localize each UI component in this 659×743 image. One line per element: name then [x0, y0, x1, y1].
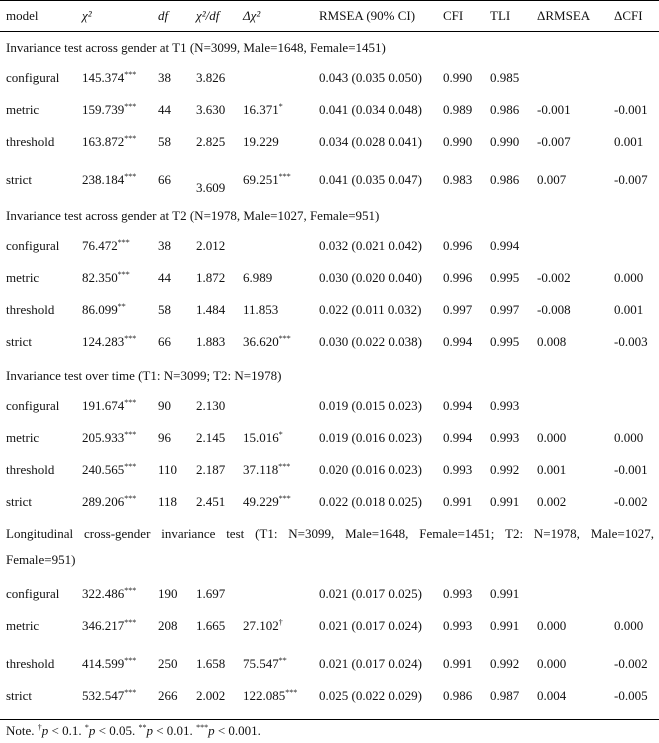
cell-df: 44: [158, 102, 171, 117]
cell-delta-chi2: 15.016*: [243, 430, 283, 445]
significance-marker: †: [278, 618, 283, 627]
cell-chi2-df: 1.883: [196, 334, 226, 349]
significance-marker: ***: [124, 430, 137, 439]
cell-model: configural: [6, 586, 60, 601]
header-rmsea: RMSEA (90% CI): [319, 8, 416, 23]
cell-chi2: 322.486***: [82, 586, 137, 601]
significance-marker: ***: [124, 102, 137, 111]
cell-chi2-df: 3.630: [196, 102, 226, 117]
cell-delta-cfi: -0.005: [614, 688, 648, 703]
cell-cfi: 0.993: [443, 618, 473, 633]
significance-marker: ***: [124, 172, 137, 181]
header-chi2: χ²: [82, 8, 92, 23]
cell-tli: 0.987: [490, 688, 520, 703]
cell-model: strict: [6, 494, 32, 509]
section-title: Invariance test over time (T1: N=3099; T2: N=1978): [6, 368, 282, 383]
significance-marker: **: [117, 302, 126, 311]
cell-tli: 0.990: [490, 134, 520, 149]
cell-df: 118: [158, 494, 178, 509]
note-symbol: *: [84, 723, 89, 732]
note-symbol: ***: [196, 723, 209, 732]
cell-delta-rmsea: 0.000: [537, 618, 567, 633]
significance-marker: ***: [278, 494, 291, 503]
significance-marker: ***: [124, 688, 137, 697]
cell-chi2: 240.565***: [82, 462, 137, 477]
cell-model: configural: [6, 238, 60, 253]
cell-chi2: 289.206***: [82, 494, 137, 509]
cell-chi2: 76.472***: [82, 238, 130, 253]
significance-marker: ***: [124, 398, 137, 407]
cell-rmsea: 0.043 (0.035 0.050): [319, 70, 422, 85]
significance-marker: ***: [278, 462, 291, 471]
cell-df: 266: [158, 688, 178, 703]
cell-chi2-df: 3.826: [196, 70, 226, 85]
note-symbol: †: [37, 723, 42, 732]
cell-tli: 0.986: [490, 102, 520, 117]
cell-rmsea: 0.041 (0.034 0.048): [319, 102, 422, 117]
cell-chi2-df: 3.609: [196, 180, 226, 195]
cell-cfi: 0.993: [443, 586, 473, 601]
note-text: p < 0.001.: [208, 723, 261, 738]
cell-tli: 0.991: [490, 586, 520, 601]
cell-model: strict: [6, 688, 32, 703]
cell-delta-chi2: 75.547**: [243, 656, 287, 671]
cell-chi2-df: 2.012: [196, 238, 226, 253]
cell-rmsea: 0.019 (0.016 0.023): [319, 430, 422, 445]
cell-cfi: 0.990: [443, 70, 473, 85]
cell-delta-chi2: 49.229***: [243, 494, 291, 509]
cell-df: 90: [158, 398, 171, 413]
cell-cfi: 0.996: [443, 238, 473, 253]
cell-chi2: 346.217***: [82, 618, 137, 633]
top-rule: [0, 0, 659, 1]
cell-model: threshold: [6, 134, 55, 149]
cell-model: strict: [6, 172, 32, 187]
cell-delta-chi2: 27.102†: [243, 618, 283, 633]
cell-delta-cfi: 0.000: [614, 270, 644, 285]
header-model: model: [6, 8, 39, 23]
cell-rmsea: 0.032 (0.021 0.042): [319, 238, 422, 253]
significance-marker: ***: [285, 688, 298, 697]
note-text: p < 0.1.: [41, 723, 82, 738]
cell-delta-cfi: -0.001: [614, 462, 648, 477]
cell-df: 96: [158, 430, 171, 445]
cell-delta-rmsea: 0.007: [537, 172, 567, 187]
cell-cfi: 0.991: [443, 656, 473, 671]
cell-chi2-df: 2.187: [196, 462, 226, 477]
cell-model: threshold: [6, 656, 55, 671]
cell-tli: 0.991: [490, 494, 520, 509]
cell-cfi: 0.986: [443, 688, 473, 703]
cell-chi2: 86.099**: [82, 302, 126, 317]
cell-cfi: 0.990: [443, 134, 473, 149]
cell-df: 66: [158, 172, 171, 187]
cell-delta-cfi: -0.001: [614, 102, 648, 117]
cell-delta-chi2: 37.118***: [243, 462, 291, 477]
cell-delta-chi2: 122.085***: [243, 688, 298, 703]
significance-marker: *: [278, 430, 283, 439]
cell-delta-rmsea: -0.001: [537, 102, 571, 117]
cell-tli: 0.994: [490, 238, 520, 253]
cell-delta-chi2: 36.620***: [243, 334, 291, 349]
cell-rmsea: 0.030 (0.020 0.040): [319, 270, 422, 285]
significance-marker: **: [278, 656, 287, 665]
significance-marker: ***: [124, 586, 137, 595]
cell-chi2: 159.739***: [82, 102, 137, 117]
cell-cfi: 0.994: [443, 398, 473, 413]
header-rule: [0, 31, 659, 32]
header-cfi: CFI: [443, 8, 464, 23]
cell-rmsea: 0.021 (0.017 0.024): [319, 656, 422, 671]
cell-rmsea: 0.034 (0.028 0.041): [319, 134, 422, 149]
cell-delta-chi2: 6.989: [243, 270, 273, 285]
cell-delta-cfi: 0.001: [614, 134, 644, 149]
cell-tli: 0.993: [490, 398, 520, 413]
cell-delta-chi2: 19.229: [243, 134, 279, 149]
cell-cfi: 0.996: [443, 270, 473, 285]
significance-marker: ***: [124, 134, 137, 143]
cell-chi2-df: 2.145: [196, 430, 226, 445]
note-lead: Note.: [6, 723, 35, 738]
cell-rmsea: 0.020 (0.016 0.023): [319, 462, 422, 477]
cell-model: configural: [6, 398, 60, 413]
cell-rmsea: 0.021 (0.017 0.025): [319, 586, 422, 601]
cell-cfi: 0.994: [443, 334, 473, 349]
cell-chi2-df: 1.658: [196, 656, 226, 671]
cell-delta-chi2: 16.371*: [243, 102, 283, 117]
cell-df: 38: [158, 238, 171, 253]
significance-marker: ***: [117, 238, 130, 247]
note-text: p < 0.05.: [88, 723, 136, 738]
cell-delta-cfi: -0.002: [614, 656, 648, 671]
cell-chi2-df: 1.665: [196, 618, 226, 633]
significance-marker: ***: [278, 334, 291, 343]
cell-model: strict: [6, 334, 32, 349]
cell-cfi: 0.994: [443, 430, 473, 445]
cell-tli: 0.992: [490, 656, 520, 671]
cell-delta-cfi: 0.000: [614, 430, 644, 445]
cell-df: 190: [158, 586, 178, 601]
significance-marker: ***: [124, 494, 137, 503]
significance-marker: ***: [117, 270, 130, 279]
cell-chi2-df: 1.697: [196, 586, 226, 601]
note-text: p < 0.01.: [146, 723, 193, 738]
section-title: Longitudinal cross-gender invariance test (T1: N=3099, Male=1648, Female=1451; T2: N=1978, Male=1027,: [6, 526, 654, 541]
cell-df: 58: [158, 134, 171, 149]
cell-delta-rmsea: 0.000: [537, 656, 567, 671]
cell-rmsea: 0.025 (0.022 0.029): [319, 688, 422, 703]
cell-tli: 0.993: [490, 430, 520, 445]
cell-delta-chi2: 11.853: [243, 302, 279, 317]
cell-chi2-df: 2.451: [196, 494, 226, 509]
cell-rmsea: 0.019 (0.015 0.023): [319, 398, 422, 413]
cell-tli: 0.986: [490, 172, 520, 187]
significance-marker: ***: [124, 334, 137, 343]
section-title: Invariance test across gender at T2 (N=1978, Male=1027, Female=951): [6, 208, 380, 223]
cell-rmsea: 0.030 (0.022 0.038): [319, 334, 422, 349]
cell-cfi: 0.997: [443, 302, 473, 317]
cell-cfi: 0.983: [443, 172, 473, 187]
significance-marker: ***: [124, 70, 137, 79]
significance-marker: ***: [124, 656, 137, 665]
cell-tli: 0.997: [490, 302, 520, 317]
significance-marker: ***: [124, 618, 137, 627]
cell-delta-cfi: -0.002: [614, 494, 648, 509]
cell-chi2: 124.283***: [82, 334, 137, 349]
cell-chi2: 145.374***: [82, 70, 137, 85]
cell-delta-cfi: 0.001: [614, 302, 644, 317]
cell-delta-cfi: 0.000: [614, 618, 644, 633]
header-delta-cfi: ΔCFI: [614, 8, 643, 23]
cell-tli: 0.985: [490, 70, 520, 85]
cell-df: 58: [158, 302, 171, 317]
cell-df: 110: [158, 462, 178, 477]
cell-chi2: 205.933***: [82, 430, 137, 445]
cell-model: threshold: [6, 462, 55, 477]
cell-chi2: 414.599***: [82, 656, 137, 671]
section-title: Invariance test across gender at T1 (N=3099, Male=1648, Female=1451): [6, 40, 386, 55]
cell-delta-rmsea: -0.002: [537, 270, 571, 285]
cell-chi2: 238.184***: [82, 172, 137, 187]
cell-tli: 0.991: [490, 618, 520, 633]
bottom-rule: [0, 719, 659, 720]
cell-cfi: 0.989: [443, 102, 473, 117]
header-chi2-df: χ²/df: [196, 8, 220, 23]
cell-cfi: 0.991: [443, 494, 473, 509]
significance-marker: *: [278, 102, 283, 111]
cell-model: metric: [6, 102, 40, 117]
cell-model: threshold: [6, 302, 55, 317]
cell-delta-rmsea: 0.008: [537, 334, 567, 349]
header-df: df: [158, 8, 169, 23]
cell-rmsea: 0.021 (0.017 0.024): [319, 618, 422, 633]
cell-chi2: 163.872***: [82, 134, 137, 149]
cell-model: metric: [6, 618, 40, 633]
cell-delta-rmsea: 0.001: [537, 462, 567, 477]
cell-chi2-df: 1.484: [196, 302, 226, 317]
header-delta-chi2: Δχ²: [243, 8, 261, 23]
significance-marker: ***: [278, 172, 291, 181]
cell-chi2-df: 2.825: [196, 134, 226, 149]
cell-df: 66: [158, 334, 171, 349]
cell-df: 44: [158, 270, 171, 285]
cell-delta-rmsea: 0.004: [537, 688, 567, 703]
cell-cfi: 0.993: [443, 462, 473, 477]
cell-model: configural: [6, 70, 60, 85]
section-title-continued: Female=951): [6, 552, 76, 567]
cell-df: 250: [158, 656, 178, 671]
cell-delta-chi2: 69.251***: [243, 172, 291, 187]
note-items: [38, 723, 261, 738]
cell-df: 38: [158, 70, 171, 85]
cell-chi2-df: 1.872: [196, 270, 226, 285]
header-tli: TLI: [490, 8, 511, 23]
cell-delta-cfi: -0.003: [614, 334, 648, 349]
cell-chi2-df: 2.130: [196, 398, 226, 413]
cell-rmsea: 0.022 (0.018 0.025): [319, 494, 422, 509]
cell-rmsea: 0.022 (0.011 0.032): [319, 302, 422, 317]
cell-rmsea: 0.041 (0.035 0.047): [319, 172, 422, 187]
cell-model: metric: [6, 270, 40, 285]
cell-delta-cfi: -0.007: [614, 172, 648, 187]
cell-delta-rmsea: 0.000: [537, 430, 567, 445]
table-note: [6, 723, 261, 739]
significance-marker: ***: [124, 462, 137, 471]
cell-chi2: 191.674***: [82, 398, 137, 413]
cell-delta-rmsea: -0.008: [537, 302, 571, 317]
cell-tli: 0.995: [490, 334, 520, 349]
cell-chi2-df: 2.002: [196, 688, 226, 703]
cell-df: 208: [158, 618, 178, 633]
note-symbol: **: [138, 723, 147, 732]
cell-delta-rmsea: 0.002: [537, 494, 567, 509]
cell-chi2: 532.547***: [82, 688, 137, 703]
cell-tli: 0.992: [490, 462, 520, 477]
cell-model: metric: [6, 430, 40, 445]
cell-delta-rmsea: -0.007: [537, 134, 571, 149]
cell-tli: 0.995: [490, 270, 520, 285]
cell-chi2: 82.350***: [82, 270, 130, 285]
header-delta-rmsea: ΔRMSEA: [537, 8, 591, 23]
